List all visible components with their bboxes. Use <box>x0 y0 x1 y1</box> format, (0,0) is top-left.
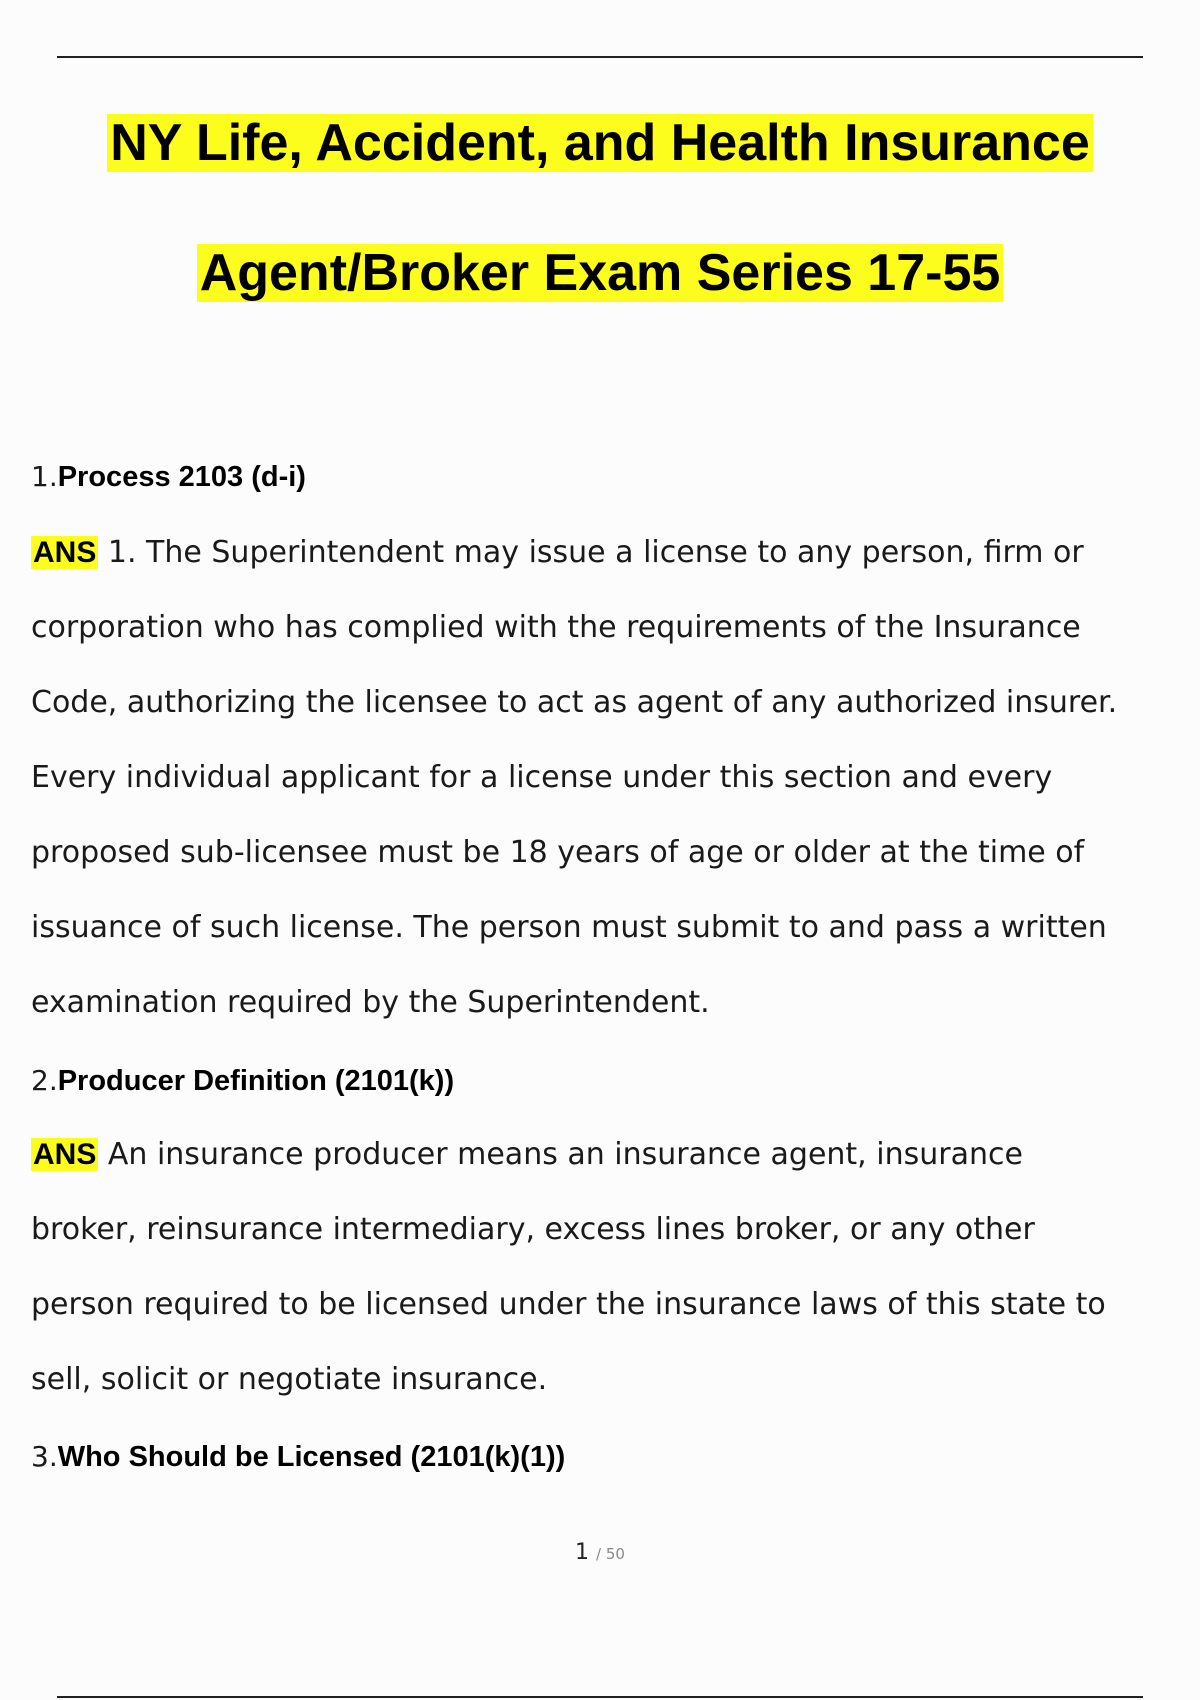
page-total: / 50 <box>596 1545 625 1563</box>
question-title: Producer Definition (2101(k)) <box>57 1065 455 1097</box>
answer-line: Code, authorizing the licensee to act as agent of any authorized insurer. <box>31 685 1118 720</box>
answer-line: sell, solicit or negotiate insurance. <box>31 1362 548 1397</box>
answer-text: 1. The Superintendent may issue a license to any person, firm or <box>107 535 1084 570</box>
question-number: 2. <box>31 1064 58 1097</box>
question-title: Who Should be Licensed (2101(k)(1)) <box>57 1441 566 1473</box>
answer-line: broker, reinsurance intermediary, excess lines broker, or any other <box>31 1212 1035 1247</box>
answer-text: An insurance producer means an insurance agent, insurance <box>107 1137 1023 1172</box>
answer-1 <box>31 515 1200 1040</box>
page-current: 1 <box>575 1540 590 1565</box>
answer-line: examination required by the Superintendent. <box>31 985 710 1020</box>
document-title-line-1 <box>0 110 1200 176</box>
answer-label: ANS <box>33 536 97 569</box>
page-number <box>0 1540 1200 1565</box>
question-3 <box>31 1437 565 1477</box>
answer-line: issuance of such license. The person must submit to and pass a written <box>31 910 1107 945</box>
answer-2 <box>31 1117 1200 1417</box>
answer-line <box>31 1117 1200 1192</box>
document-title-line-2 <box>0 240 1200 306</box>
top-rule <box>57 56 1143 58</box>
answer-line <box>31 515 1200 590</box>
question-title: Process 2103 (d-i) <box>57 461 306 493</box>
question-1 <box>31 457 306 497</box>
question-number: 3. <box>31 1440 58 1473</box>
answer-line: corporation who has complied with the requirements of the Insurance <box>31 610 1081 645</box>
answer-label: ANS <box>33 1138 97 1171</box>
answer-line: proposed sub-licensee must be 18 years of age or older at the time of <box>31 835 1085 870</box>
question-2 <box>31 1061 454 1101</box>
bottom-rule <box>57 1696 1143 1698</box>
question-number: 1. <box>31 460 58 493</box>
title-highlight-1: NY Life, Accident, and Health Insurance <box>107 114 1093 172</box>
title-highlight-2: Agent/Broker Exam Series 17-55 <box>197 244 1004 302</box>
answer-line: person required to be licensed under the insurance laws of this state to <box>31 1287 1106 1322</box>
answer-line: Every individual applicant for a license under this section and every <box>31 760 1053 795</box>
